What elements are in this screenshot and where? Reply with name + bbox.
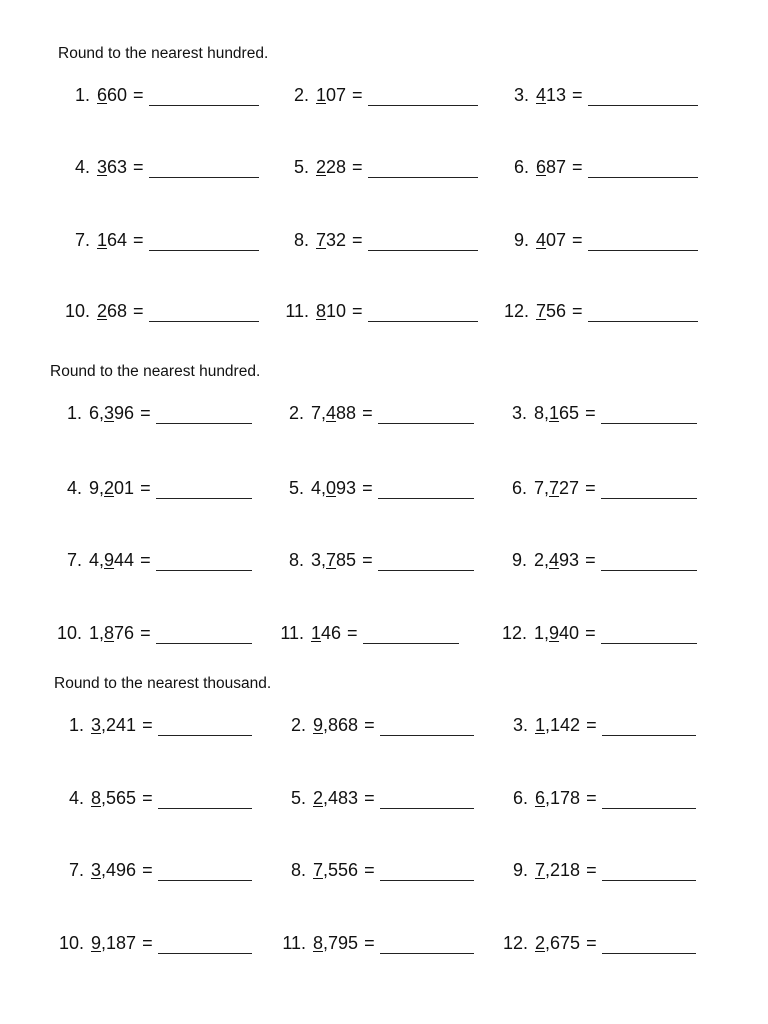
underlined-digit: 1 — [316, 85, 327, 105]
problem-number: 7. — [66, 550, 82, 570]
problem-number: 2. — [288, 403, 304, 423]
rounding-problem — [278, 787, 474, 809]
underlined-digit: 8 — [316, 301, 327, 321]
rounding-problem — [500, 787, 696, 809]
problem-number-value — [316, 300, 346, 322]
problem-number: 5. — [288, 478, 304, 498]
digits-before: 1, — [89, 623, 105, 643]
problem-number-value — [97, 156, 127, 178]
equals-sign: = — [352, 301, 363, 321]
problem-number-value — [535, 859, 580, 881]
answer-blank[interactable] — [378, 480, 474, 499]
answer-blank[interactable] — [363, 625, 459, 644]
digits-after: ,142 — [545, 715, 581, 735]
section-instruction: Round to the nearest hundred. — [58, 45, 269, 62]
digits-after: ,795 — [323, 933, 359, 953]
rounding-problem — [500, 714, 696, 736]
rounding-problem — [276, 477, 474, 499]
section-instruction: Round to the nearest thousand. — [54, 675, 272, 692]
answer-blank[interactable] — [149, 232, 259, 251]
underlined-digit: 2 — [535, 933, 546, 953]
problem-number: 3. — [513, 85, 529, 105]
underlined-digit: 8 — [104, 623, 115, 643]
equals-sign: = — [364, 933, 375, 953]
underlined-digit: 3 — [91, 715, 102, 735]
underlined-digit: 1 — [549, 403, 560, 423]
answer-blank[interactable] — [601, 480, 697, 499]
problem-number-value — [534, 477, 579, 499]
answer-blank[interactable] — [158, 935, 252, 954]
equals-sign: = — [362, 478, 373, 498]
problem-number-value — [311, 549, 356, 571]
underlined-digit: 8 — [91, 788, 102, 808]
digits-before: 2, — [534, 550, 550, 570]
underlined-digit: 7 — [536, 301, 547, 321]
problem-number-value — [534, 402, 579, 424]
problem-number-value — [536, 156, 566, 178]
answer-blank[interactable] — [380, 717, 474, 736]
equals-sign: = — [352, 157, 363, 177]
digits-after: ,187 — [101, 933, 137, 953]
problem-number-value — [536, 84, 566, 106]
problem-number-value — [316, 156, 346, 178]
rounding-problem — [276, 402, 474, 424]
underlined-digit: 3 — [91, 860, 102, 880]
rounding-problem — [60, 300, 259, 322]
problem-number: 7. — [74, 230, 90, 250]
answer-blank[interactable] — [602, 717, 696, 736]
digits-after: 44 — [114, 550, 135, 570]
problem-number: 9. — [512, 860, 528, 880]
rounding-problem — [499, 300, 698, 322]
problem-number: 5. — [290, 788, 306, 808]
equals-sign: = — [140, 403, 151, 423]
answer-blank[interactable] — [380, 935, 474, 954]
equals-sign: = — [347, 623, 358, 643]
problem-number-value — [313, 859, 358, 881]
digits-before: 7, — [311, 403, 327, 423]
equals-sign: = — [352, 85, 363, 105]
problem-number-value — [89, 477, 134, 499]
equals-sign: = — [586, 715, 597, 735]
equals-sign: = — [142, 933, 153, 953]
equals-sign: = — [140, 478, 151, 498]
digits-before: 4, — [311, 478, 327, 498]
digits-before: 7, — [534, 478, 550, 498]
problem-number-value — [316, 84, 346, 106]
rounding-problem — [279, 229, 478, 251]
answer-blank[interactable] — [156, 480, 252, 499]
problem-number-value — [89, 402, 134, 424]
problem-number: 1. — [66, 403, 82, 423]
answer-blank[interactable] — [368, 303, 478, 322]
rounding-problem — [276, 549, 474, 571]
problem-number: 3. — [512, 715, 528, 735]
digits-before: 9, — [89, 478, 105, 498]
digits-after: 07 — [326, 85, 347, 105]
underlined-digit: 2 — [104, 478, 115, 498]
problem-number-value — [311, 402, 356, 424]
digits-after: 46 — [321, 623, 342, 643]
digits-after: 28 — [326, 157, 347, 177]
digits-after: 07 — [546, 230, 567, 250]
underlined-digit: 2 — [97, 301, 108, 321]
problem-number: 5. — [293, 157, 309, 177]
digits-before: 1, — [534, 623, 550, 643]
equals-sign: = — [585, 403, 596, 423]
problem-number: 4. — [66, 478, 82, 498]
rounding-problem — [500, 932, 696, 954]
problem-number-value — [534, 549, 579, 571]
problem-number: 3. — [511, 403, 527, 423]
answer-blank[interactable] — [588, 159, 698, 178]
underlined-digit: 4 — [536, 230, 547, 250]
problem-number-value — [311, 477, 356, 499]
equals-sign: = — [572, 157, 583, 177]
answer-blank[interactable] — [158, 862, 252, 881]
equals-sign: = — [140, 550, 151, 570]
digits-before: 4, — [89, 550, 105, 570]
answer-blank[interactable] — [156, 552, 252, 571]
problem-number-value — [311, 622, 341, 644]
answer-blank[interactable] — [149, 159, 259, 178]
answer-blank[interactable] — [601, 405, 697, 424]
underlined-digit: 4 — [326, 403, 337, 423]
rounding-problem — [54, 549, 252, 571]
digits-after: ,241 — [101, 715, 137, 735]
digits-after: 13 — [546, 85, 567, 105]
digits-after: 56 — [546, 301, 567, 321]
digits-before: 8, — [534, 403, 550, 423]
answer-blank[interactable] — [158, 790, 252, 809]
underlined-digit: 1 — [311, 623, 322, 643]
problem-number-value — [316, 229, 346, 251]
problem-number: 1. — [74, 85, 90, 105]
problem-number: 8. — [288, 550, 304, 570]
underlined-digit: 7 — [313, 860, 324, 880]
digits-after: ,675 — [545, 933, 581, 953]
equals-sign: = — [572, 301, 583, 321]
digits-before: 6, — [89, 403, 105, 423]
equals-sign: = — [364, 860, 375, 880]
equals-sign: = — [352, 230, 363, 250]
answer-blank[interactable] — [378, 552, 474, 571]
underlined-digit: 7 — [316, 230, 327, 250]
answer-blank[interactable] — [158, 717, 252, 736]
equals-sign: = — [585, 478, 596, 498]
answer-blank[interactable] — [602, 790, 696, 809]
digits-after: 76 — [114, 623, 135, 643]
problem-number: 6. — [513, 157, 529, 177]
answer-blank[interactable] — [378, 405, 474, 424]
rounding-problem — [279, 300, 478, 322]
equals-sign: = — [133, 301, 144, 321]
digits-after: 64 — [107, 230, 128, 250]
digits-after: ,218 — [545, 860, 581, 880]
digits-after: 10 — [326, 301, 347, 321]
rounding-problem — [499, 549, 697, 571]
problem-number-value — [91, 932, 136, 954]
problem-number-value — [97, 229, 127, 251]
equals-sign: = — [586, 933, 597, 953]
answer-blank[interactable] — [380, 790, 474, 809]
rounding-problem — [54, 477, 252, 499]
underlined-digit: 1 — [97, 230, 108, 250]
problem-number: 9. — [511, 550, 527, 570]
underlined-digit: 0 — [326, 478, 337, 498]
rounding-problem — [499, 156, 698, 178]
underlined-digit: 6 — [97, 85, 108, 105]
equals-sign: = — [585, 550, 596, 570]
underlined-digit: 1 — [535, 715, 546, 735]
underlined-digit: 4 — [549, 550, 560, 570]
problem-number-value — [91, 787, 136, 809]
digits-after: ,496 — [101, 860, 137, 880]
underlined-digit: 9 — [104, 550, 115, 570]
answer-blank[interactable] — [588, 303, 698, 322]
equals-sign: = — [133, 230, 144, 250]
underlined-digit: 7 — [326, 550, 337, 570]
problem-number: 7. — [68, 860, 84, 880]
problem-number: 6. — [512, 788, 528, 808]
digits-after: 87 — [546, 157, 567, 177]
rounding-problem — [60, 156, 259, 178]
problem-number-value — [536, 300, 566, 322]
problem-number: 8. — [290, 860, 306, 880]
problem-number: 11. — [285, 301, 309, 321]
digits-after: 68 — [107, 301, 128, 321]
digits-after: ,483 — [323, 788, 359, 808]
underlined-digit: 6 — [535, 788, 546, 808]
digits-after: ,556 — [323, 860, 359, 880]
answer-blank[interactable] — [602, 862, 696, 881]
problem-number: 10. — [64, 301, 90, 321]
underlined-digit: 2 — [316, 157, 327, 177]
answer-blank[interactable] — [602, 935, 696, 954]
underlined-digit: 2 — [313, 788, 324, 808]
equals-sign: = — [364, 715, 375, 735]
problem-number-value — [313, 787, 358, 809]
problem-number: 9. — [513, 230, 529, 250]
equals-sign: = — [362, 403, 373, 423]
digits-after: ,565 — [101, 788, 137, 808]
problem-number-value — [89, 549, 134, 571]
underlined-digit: 7 — [535, 860, 546, 880]
rounding-problem — [60, 84, 259, 106]
problem-number: 6. — [511, 478, 527, 498]
rounding-problem — [500, 859, 696, 881]
problem-number: 1. — [68, 715, 84, 735]
rounding-problem — [499, 402, 697, 424]
problem-number: 12. — [503, 301, 529, 321]
problem-number-value — [536, 229, 566, 251]
problem-number: 2. — [290, 715, 306, 735]
digits-after: 01 — [114, 478, 135, 498]
rounding-problem — [279, 84, 478, 106]
equals-sign: = — [142, 788, 153, 808]
equals-sign: = — [585, 623, 596, 643]
underlined-digit: 3 — [97, 157, 108, 177]
digits-after: 65 — [559, 403, 580, 423]
answer-blank[interactable] — [588, 232, 698, 251]
problem-number: 12. — [501, 623, 527, 643]
answer-blank[interactable] — [601, 552, 697, 571]
rounding-problem — [499, 477, 697, 499]
answer-blank[interactable] — [601, 625, 697, 644]
problem-number-value — [535, 932, 580, 954]
digits-after: 63 — [107, 157, 128, 177]
problem-number: 10. — [58, 933, 84, 953]
underlined-digit: 6 — [536, 157, 547, 177]
problem-number-value — [91, 859, 136, 881]
problem-number: 4. — [74, 157, 90, 177]
equals-sign: = — [362, 550, 373, 570]
equals-sign: = — [586, 788, 597, 808]
problem-number: 11. — [282, 933, 306, 953]
digits-after: 40 — [559, 623, 580, 643]
digits-after: 93 — [336, 478, 357, 498]
section-instruction: Round to the nearest hundred. — [50, 363, 261, 380]
answer-blank[interactable] — [588, 87, 698, 106]
digits-after: 85 — [336, 550, 357, 570]
rounding-problem — [56, 714, 252, 736]
problem-number-value — [535, 787, 580, 809]
rounding-problem — [499, 84, 698, 106]
equals-sign: = — [133, 85, 144, 105]
rounding-problem — [499, 229, 698, 251]
answer-blank[interactable] — [156, 625, 252, 644]
rounding-problem — [56, 932, 252, 954]
digits-after: 93 — [559, 550, 580, 570]
problem-number-value — [89, 622, 134, 644]
digits-before: 3, — [311, 550, 327, 570]
digits-after: 27 — [559, 478, 580, 498]
equals-sign: = — [133, 157, 144, 177]
answer-blank[interactable] — [380, 862, 474, 881]
problem-number-value — [535, 714, 580, 736]
problem-number: 11. — [280, 623, 304, 643]
problem-number-value — [313, 714, 358, 736]
answer-blank[interactable] — [149, 303, 259, 322]
problem-number: 8. — [293, 230, 309, 250]
problem-number: 10. — [56, 623, 82, 643]
digits-after: 32 — [326, 230, 347, 250]
digits-after: ,178 — [545, 788, 581, 808]
answer-blank[interactable] — [368, 232, 478, 251]
rounding-problem — [499, 622, 697, 644]
rounding-problem — [279, 156, 478, 178]
equals-sign: = — [142, 715, 153, 735]
rounding-problem — [54, 402, 252, 424]
answer-blank[interactable] — [368, 159, 478, 178]
underlined-digit: 3 — [104, 403, 115, 423]
rounding-problem — [56, 787, 252, 809]
underlined-digit: 7 — [549, 478, 560, 498]
answer-blank[interactable] — [149, 87, 259, 106]
rounding-problem — [60, 229, 259, 251]
underlined-digit: 9 — [549, 623, 560, 643]
equals-sign: = — [586, 860, 597, 880]
underlined-digit: 9 — [91, 933, 102, 953]
digits-after: 60 — [107, 85, 128, 105]
rounding-problem — [54, 622, 252, 644]
problem-number-value — [97, 300, 127, 322]
rounding-problem — [278, 859, 474, 881]
problem-number-value — [313, 932, 358, 954]
problem-number: 2. — [293, 85, 309, 105]
rounding-problem — [276, 622, 459, 644]
answer-blank[interactable] — [156, 405, 252, 424]
equals-sign: = — [142, 860, 153, 880]
equals-sign: = — [572, 230, 583, 250]
answer-blank[interactable] — [368, 87, 478, 106]
equals-sign: = — [364, 788, 375, 808]
rounding-problem — [278, 932, 474, 954]
digits-after: 88 — [336, 403, 357, 423]
problem-number-value — [534, 622, 579, 644]
digits-after: ,868 — [323, 715, 359, 735]
rounding-problem — [56, 859, 252, 881]
equals-sign: = — [140, 623, 151, 643]
equals-sign: = — [572, 85, 583, 105]
underlined-digit: 8 — [313, 933, 324, 953]
digits-after: 96 — [114, 403, 135, 423]
problem-number-value — [91, 714, 136, 736]
problem-number: 12. — [502, 933, 528, 953]
underlined-digit: 9 — [313, 715, 324, 735]
problem-number: 4. — [68, 788, 84, 808]
problem-number-value — [97, 84, 127, 106]
underlined-digit: 4 — [536, 85, 547, 105]
rounding-problem — [278, 714, 474, 736]
